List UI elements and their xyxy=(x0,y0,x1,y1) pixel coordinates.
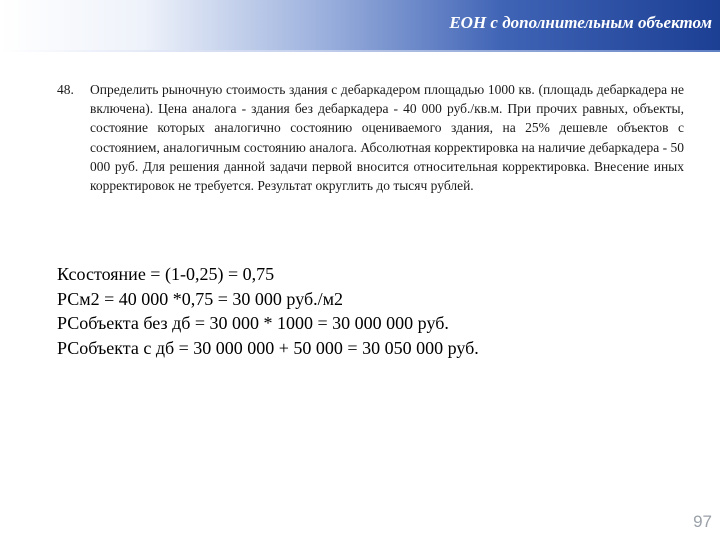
solution-line-price-per-m2: РСм2 = 40 000 *0,75 = 30 000 руб./м2 xyxy=(57,288,344,309)
solution-block xyxy=(57,262,697,360)
task-text: Определить рыночную стоимость здания с дебаркадером площадью 1000 кв. (площадь дебаркадера не включена). Цена аналога - здания без дебаркадера - 40 000 руб./кв.м. При прочих равных, объекты, состояние которых аналогично состоянию оцениваемого здания, на 25% дешевле объектов с состоянием, аналогичным состоянию аналога. Абсолютная корректировка на наличие дебаркадера - 50 000 руб. Для решения данной задачи первой вносится относительная корректировка. Внесение иных корректировок не требуется. Результат округлить до тысяч рублей. xyxy=(90,82,684,194)
page-number: 97 xyxy=(693,512,712,531)
solution-line-object-without-dock: РСобъекта без дб = 30 000 * 1000 = 30 000 000 руб. xyxy=(57,313,449,333)
task-number: 48. xyxy=(57,82,74,97)
task-block xyxy=(57,80,684,195)
header-divider xyxy=(0,50,720,52)
header-bar xyxy=(0,0,720,50)
slide-title: ЕОН с дополнительным объектом xyxy=(449,13,712,32)
solution-line-condition: Ксостояние = (1-0,25) = 0,75 xyxy=(57,264,275,284)
solution-line-object-with-dock: РСобъекта с дб = 30 000 000 + 50 000 = 30 050 000 руб. xyxy=(57,337,479,358)
